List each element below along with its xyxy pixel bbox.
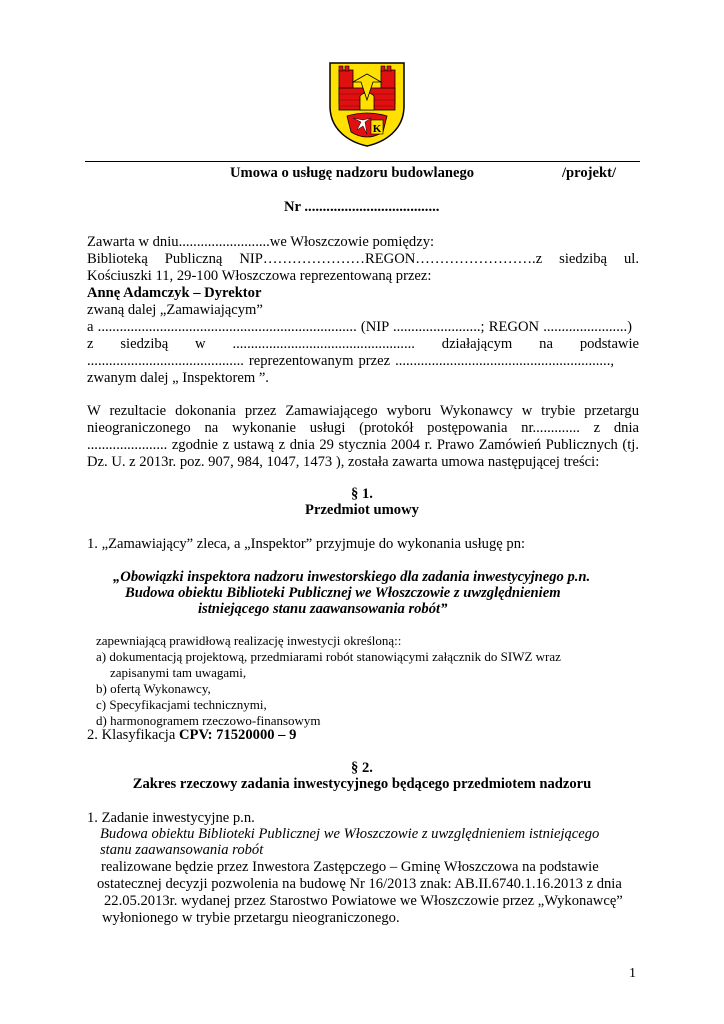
- investment-name-line-2: stanu zaawansowania robót: [100, 842, 264, 858]
- realization-line-3: 22.05.2013r. wydanej przez Starostwo Powiatowe we Włoszczowie przez „Wykonawcę”: [104, 893, 623, 909]
- task-title-line-1: „Obowiązki inspektora nadzoru inwestorskiego dla zadania inwestycyjnego p.n.: [113, 569, 591, 585]
- scope-item-d: d) harmonogramem rzeczowo-finansowym: [96, 713, 321, 728]
- top-rule: [85, 161, 640, 162]
- section-2-title: Zakres rzeczowy zadania inwestycyjnego będącego przedmiotem nadzoru: [132, 776, 592, 792]
- draft-marker: /projekt/: [562, 165, 617, 181]
- representative-name: Annę Adamczyk – Dyrektor: [87, 285, 262, 301]
- cpv-label: 2. Klasyfikacja: [87, 727, 179, 743]
- section-1-paragraph-1: 1. „Zamawiający” zleca, a „Inspektor” przyjmuje do wykonania usługę pn:: [87, 536, 526, 552]
- parties-line-7: z siedzibą w .................................................. działającym na podstawie: [87, 336, 639, 352]
- intro-line-2: nieograniczonego na wykonanie usługi (protokół postępowania nr............. z dnia: [87, 420, 639, 436]
- section-2-paragraph-1: 1. Zadanie inwestycyjne p.n.: [87, 810, 255, 826]
- task-title-line-3: istniejącego stanu zaawansowania robót”: [198, 601, 448, 617]
- parties-line-9: zwanym dalej „ Inspektorem ”.: [87, 370, 269, 386]
- scope-item-c: c) Specyfikacjami technicznymi,: [96, 697, 267, 712]
- cpv-value: CPV: 71520000 – 9: [179, 727, 297, 743]
- intro-line-4: Dz. U. z 2013r. poz. 907, 984, 1047, 1473 ), została zawarta umowa następującej treści:: [87, 454, 600, 470]
- scope-item-a-cont: zapisanymi tam uwagami,: [110, 665, 247, 680]
- crest-letter: K: [372, 123, 382, 135]
- realization-line-4: wyłonionego w trybie przetargu nieograniczonego.: [102, 910, 400, 926]
- document-title: Umowa o usługę nadzoru budowlanego: [230, 165, 475, 181]
- task-title-line-2: Budowa obiektu Biblioteki Publicznej we Włoszczowie z uwzględnieniem: [125, 585, 561, 601]
- realization-line-2: ostatecznej decyzji pozwolenia na budowę Nr 16/2013 znak: AB.II.6740.1.16.2013 z dnia: [97, 876, 622, 892]
- section-1-title: Przedmiot umowy: [305, 502, 419, 518]
- section-1-number: § 1.: [351, 486, 373, 502]
- parties-line-8: ........................................... reprezentowanym przez ...........................................................,: [87, 353, 614, 369]
- section-2-number: § 2.: [351, 760, 373, 776]
- scope-intro: zapewniającą prawidłową realizację inwestycji określoną::: [96, 633, 402, 648]
- realization-line-1: realizowane będzie przez Inwestora Zastępczego – Gminę Włoszczowa na podstawie: [101, 859, 599, 875]
- scope-item-b: b) ofertą Wykonawcy,: [96, 681, 211, 696]
- page-number: 1: [629, 966, 636, 981]
- intro-line-1: W rezultacie dokonania przez Zamawiającego wyboru Wykonawcy w trybie przetargu: [87, 403, 639, 419]
- intro-line-3: ...................... zgodnie z ustawą z dnia 29 stycznia 2004 r. Prawo Zamówień Publicznych (tj.: [87, 437, 639, 453]
- parties-line-1: Zawarta w dniu.........................we Włoszczowie pomiędzy:: [87, 234, 435, 250]
- parties-line-3: Kościuszki 11, 29-100 Włoszczowa reprezentowaną przez:: [87, 268, 432, 284]
- coat-of-arms-image: [327, 60, 407, 148]
- contract-number: Nr .....................................: [284, 199, 440, 215]
- parties-line-2: Biblioteką Publiczną NIP…………………REGON…………………….z siedzibą ul.: [87, 251, 639, 267]
- scope-item-a: a) dokumentacją projektową, przedmiarami robót stanowiącymi załącznik do SIWZ wraz: [96, 649, 561, 664]
- parties-line-6: a ....................................................................... (NIP ........................; REGON .......................): [87, 319, 632, 335]
- parties-line-5: zwaną dalej „Zamawiającym”: [87, 302, 263, 318]
- cpv-classification: [87, 726, 639, 744]
- investment-name-line-1: Budowa obiektu Biblioteki Publicznej we Włoszczowie z uwzględnieniem istniejącego: [100, 826, 600, 842]
